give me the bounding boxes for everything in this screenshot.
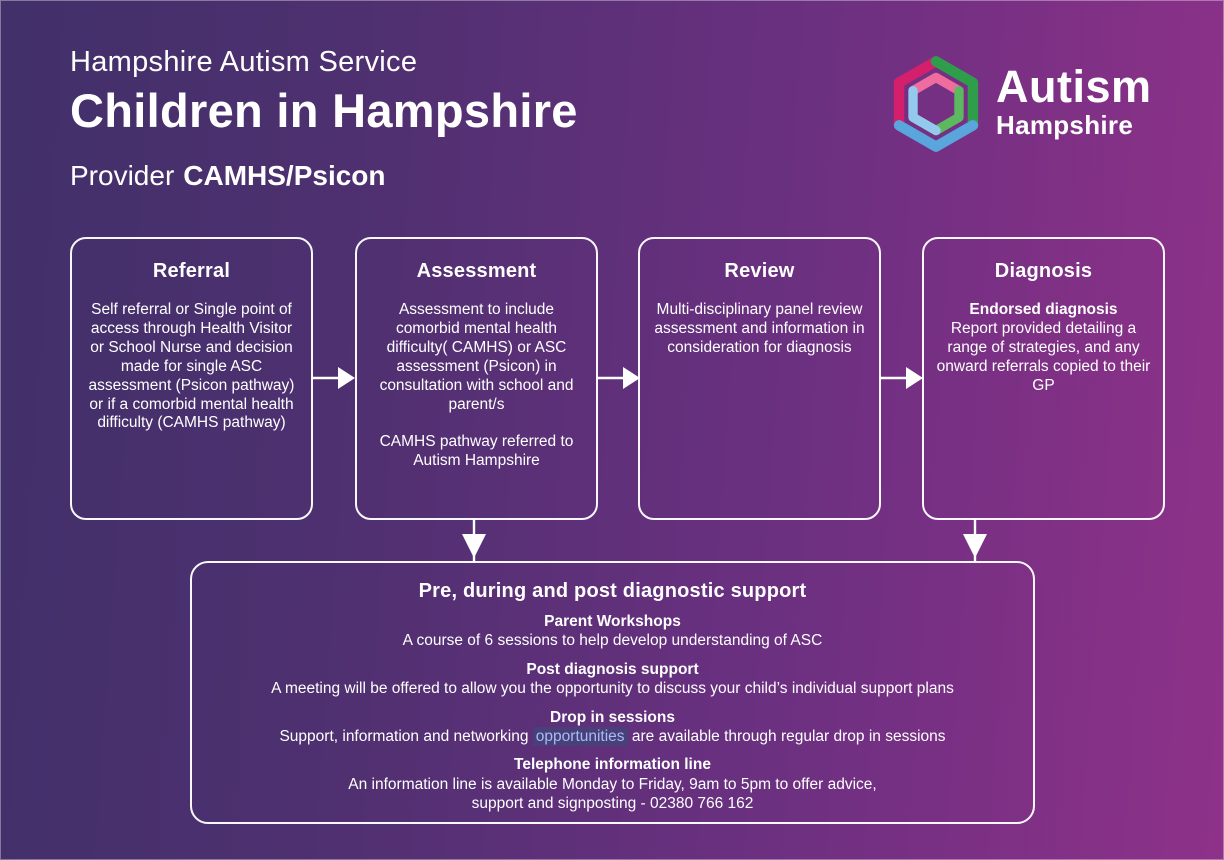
flow-step-diagnosis: [922, 237, 1165, 520]
arrow-right-icon: [312, 363, 356, 393]
provider-value: CAMHS/Psicon: [183, 160, 386, 191]
step-body: Multi-disciplinary panel review assessment and information in consideration for diagnosis: [654, 301, 865, 356]
hexagon-logo-icon: [884, 52, 988, 156]
body-suffix: are available through regular drop in sessions: [627, 727, 946, 745]
arrow-right-icon: [880, 363, 924, 393]
logo-text: [996, 61, 1152, 141]
autism-hampshire-logo: [884, 52, 1152, 156]
highlighted-word: opportunities: [533, 727, 628, 746]
support-item-body: A meeting will be offered to allow you the opportunity to discuss your child’s individual support plans: [271, 680, 954, 698]
step-title: Diagnosis: [994, 260, 1093, 282]
support-item-body: [192, 775, 1033, 814]
support-item-body: A course of 6 sessions to help develop understanding of ASC: [402, 632, 823, 650]
support-item-telephone: [192, 755, 1033, 813]
step-body: [934, 301, 1153, 396]
support-item-heading: Post diagnosis support: [526, 660, 699, 678]
support-item-body: [192, 727, 1033, 746]
support-item-post-diagnosis: [192, 660, 1033, 699]
flow-step-review: [638, 237, 881, 520]
flow-step-referral: [70, 237, 313, 520]
flow-step-assessment: [355, 237, 598, 520]
step-body-2: CAMHS pathway referred to Autism Hampshire: [379, 433, 574, 470]
header: [70, 46, 578, 192]
telephone-line-1: An information line is available Monday to Friday, 9am to 5pm to offer advice,: [348, 775, 877, 793]
step-title: Referral: [152, 260, 231, 282]
telephone-line-2: support and signposting - 02380 766 162: [471, 795, 754, 812]
arrow-down-icon: [459, 519, 489, 563]
service-title: Hampshire Autism Service: [70, 46, 418, 78]
provider-line: [70, 160, 578, 192]
step-body: Assessment to include comorbid mental health difficulty( CAMHS) or ASC assessment (Psicon) in consultation with school and parent/s: [379, 301, 574, 413]
step-body-bold-line: Endorsed diagnosis: [969, 301, 1118, 318]
support-item-parent-workshops: [192, 612, 1033, 651]
body-prefix: Support, information and networking: [279, 727, 533, 745]
support-item-heading: Telephone information line: [514, 756, 711, 774]
provider-label: Provider: [70, 160, 175, 191]
support-title: Pre, during and post diagnostic support: [418, 580, 807, 602]
step-body: Self referral or Single point of access through Health Visitor or School Nurse and decision made for single ASC assessment (Psicon pathway) or if a comorbid mental health difficulty (CAMHS pathway): [88, 301, 295, 432]
support-item-heading: Drop in sessions: [550, 708, 675, 726]
step-title: Assessment: [416, 260, 537, 282]
support-box: [190, 561, 1035, 824]
arrow-right-icon: [597, 363, 641, 393]
arrow-down-icon: [960, 519, 990, 563]
step-title: Review: [724, 260, 795, 282]
logo-subname: Hampshire: [996, 110, 1134, 141]
logo-name: Autism: [996, 61, 1152, 113]
step-body-text: Report provided detailing a range of strategies, and any onward referrals copied to their GP: [936, 319, 1151, 394]
support-item-heading: Parent Workshops: [544, 613, 681, 630]
support-item-drop-in: [192, 708, 1033, 747]
page-title: Children in Hampshire: [70, 84, 578, 137]
